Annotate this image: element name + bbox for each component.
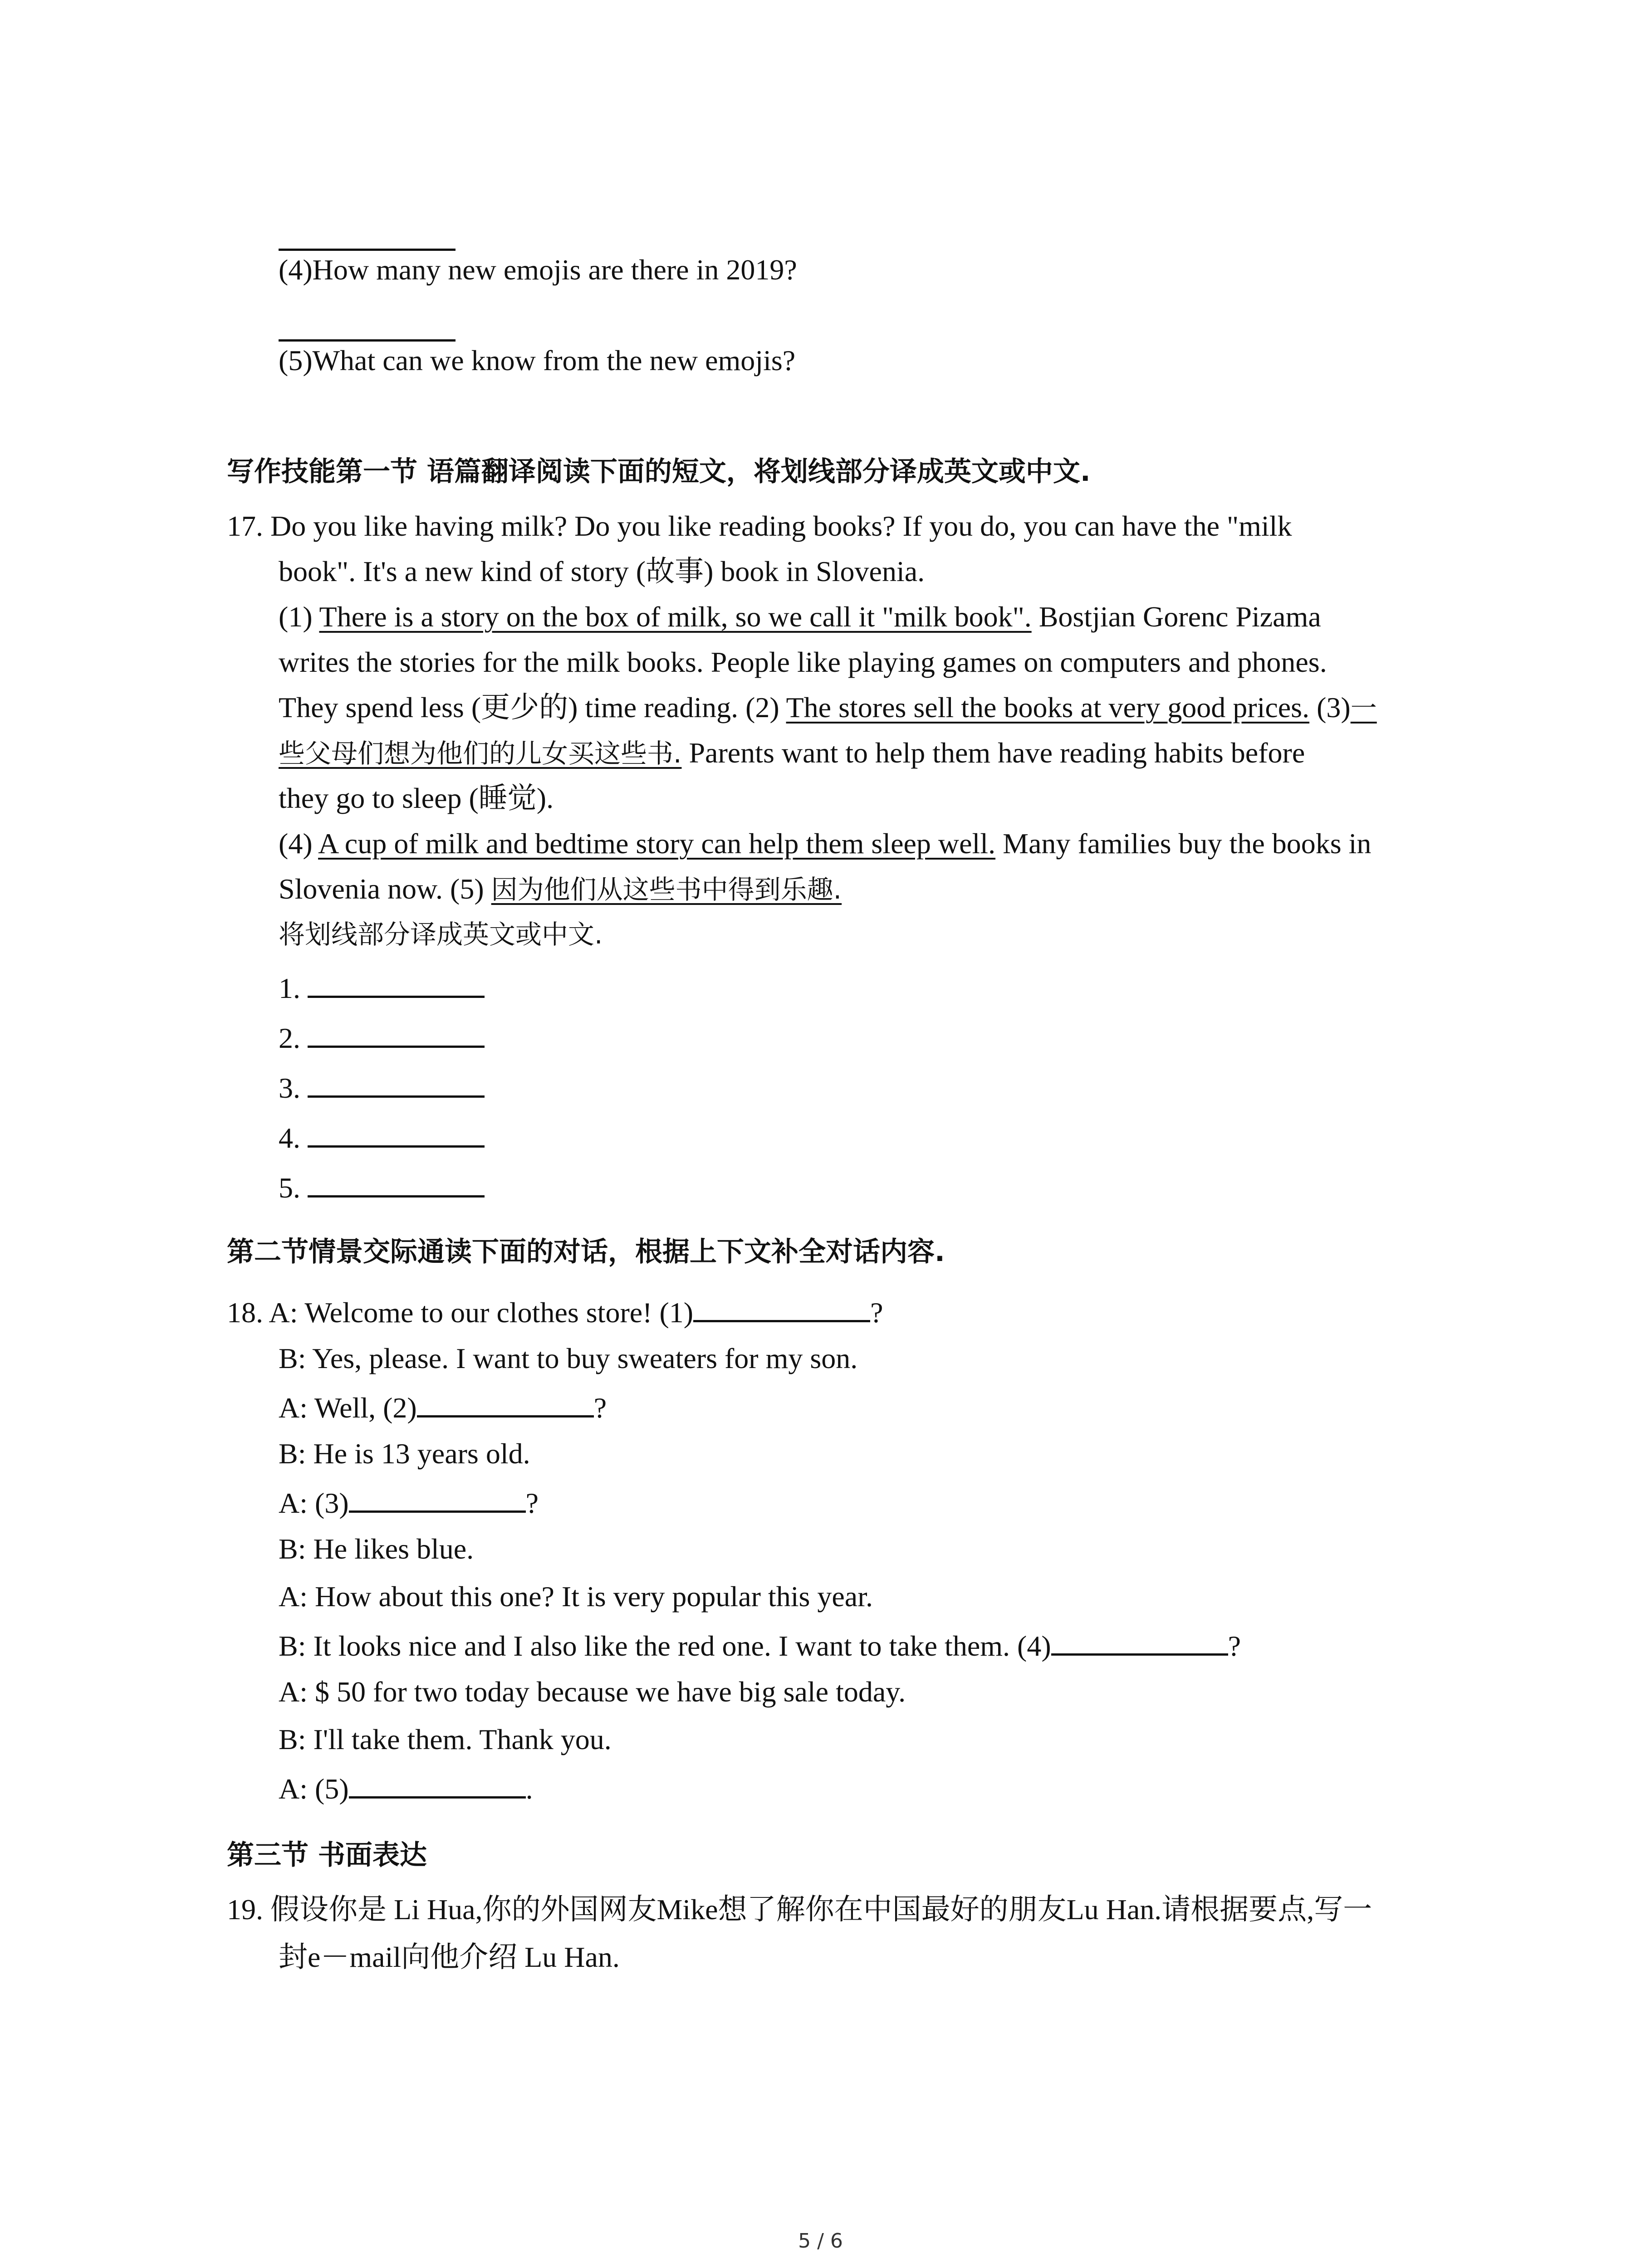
q17-line-8 (279, 826, 1371, 862)
section-2-heading: 第二节情景交际通读下面的对话，根据上下文补全对话内容. (227, 1236, 945, 1268)
dialogue-line-1 (227, 1293, 883, 1331)
q17-line-3-pre: (1) (279, 601, 319, 633)
dialogue-line-11 (279, 1769, 533, 1807)
question-4: (4)How many new emojis are there in 2019? (279, 254, 797, 286)
q17-instruction: 将划线部分译成英文或中文. (279, 919, 603, 950)
dialogue-line-11-end: . (525, 1773, 533, 1805)
answer-number-5: 5. (279, 1172, 300, 1204)
answer-number-1: 1. (279, 972, 300, 1004)
q17-line-5 (279, 689, 1377, 726)
dialogue-line-10: B: I'll take them. Thank you. (279, 1723, 612, 1755)
q17-line-9 (279, 871, 842, 908)
section-3-heading: 第三节 书面表达 (227, 1839, 427, 1871)
underlined-sentence-4: A cup of milk and bedtime story can help them sleep well. (318, 827, 996, 860)
dialogue-line-8-text: B: It looks nice and I also like the red one. I want to take them. (4) (279, 1630, 1051, 1662)
q17-line-3-post: Bostjian Gorenc Pizama (1031, 601, 1321, 633)
question-5: (5)What can we know from the new emojis? (279, 344, 796, 376)
underlined-sentence-3: 些父母们想为他们的儿女买这些书. (279, 738, 682, 769)
answer-blank-q3[interactable] (279, 249, 456, 251)
underlined-sentence-1: There is a story on the box of milk, so we call it "milk book". (319, 601, 1032, 633)
q17-line-1: 17. Do you like having milk? Do you like reading books? If you do, you can have the "milk (227, 510, 1292, 542)
q17-line-8-pre: (4) (279, 827, 318, 860)
dialogue-line-3-text: A: Well, (2) (279, 1392, 417, 1424)
dialogue-line-5 (279, 1483, 539, 1521)
answer-line-2 (279, 1018, 485, 1056)
underlined-sentence-3-start: 一 (1350, 693, 1377, 723)
dialogue-line-4: B: He is 13 years old. (279, 1437, 530, 1470)
dialogue-line-5-text: A: (3) (279, 1487, 349, 1519)
dialogue-line-5-end: ? (525, 1487, 539, 1519)
dialogue-line-8-end: ? (1228, 1630, 1241, 1662)
section-1-heading: 写作技能第一节 语篇翻译阅读下面的短文，将划线部分译成英文或中文. (227, 456, 1091, 488)
answer-blank-5[interactable] (308, 1168, 485, 1198)
dialogue-blank-4[interactable] (1051, 1626, 1228, 1656)
dialogue-line-11-text: A: (5) (279, 1773, 349, 1805)
dialogue-blank-3[interactable] (349, 1483, 526, 1513)
q17-line-8-post: Many families buy the books in (995, 827, 1372, 860)
q17-line-5-mid: (3) (1309, 691, 1351, 723)
dialogue-blank-2[interactable] (417, 1388, 594, 1418)
q19-line-2: 封e－mail向他介绍 Lu Han. (279, 1941, 620, 1973)
answer-blank-1[interactable] (308, 968, 485, 998)
underlined-sentence-5: 因为他们从这些书中得到乐趣. (491, 874, 842, 905)
answer-line-3 (279, 1068, 485, 1106)
q17-line-2: book". It's a new kind of story (故事) book in Slovenia. (279, 555, 925, 587)
q17-line-7: they go to sleep (睡觉). (279, 782, 554, 814)
dialogue-line-3 (279, 1388, 607, 1426)
dialogue-line-3-end: ? (593, 1392, 607, 1424)
q19-line-1: 19. 假设你是 Li Hua,你的外国网友Mike想了解你在中国最好的朋友Lu Han.请根据要点,写一 (227, 1893, 1372, 1926)
answer-blank-3[interactable] (308, 1068, 485, 1098)
answer-number-3: 3. (279, 1072, 300, 1104)
answer-line-5 (279, 1168, 485, 1206)
dialogue-line-6: B: He likes blue. (279, 1533, 474, 1565)
dialogue-blank-5[interactable] (349, 1769, 526, 1799)
answer-blank-q4[interactable] (279, 339, 456, 342)
dialogue-line-1-end: ? (870, 1296, 883, 1329)
q17-line-5-pre: They spend less (更少的) time reading. (2) (279, 691, 786, 723)
q17-line-9-pre: Slovenia now. (5) (279, 873, 491, 905)
q17-line-6-post: Parents want to help them have reading habits before (681, 737, 1305, 769)
dialogue-line-1-text: 18. A: Welcome to our clothes store! (1) (227, 1296, 694, 1329)
dialogue-line-8 (279, 1626, 1241, 1664)
page-number: 5 / 6 (798, 2229, 843, 2253)
answer-number-4: 4. (279, 1122, 300, 1154)
answer-line-4 (279, 1118, 485, 1156)
answer-blank-4[interactable] (308, 1118, 485, 1148)
q17-line-3 (279, 599, 1321, 635)
answer-line-1 (279, 968, 485, 1007)
answer-blank-2[interactable] (308, 1018, 485, 1048)
dialogue-blank-1[interactable] (693, 1293, 870, 1322)
answer-number-2: 2. (279, 1022, 300, 1054)
dialogue-line-9: A: $ 50 for two today because we have big sale today. (279, 1676, 906, 1708)
dialogue-line-2: B: Yes, please. I want to buy sweaters for my son. (279, 1342, 858, 1374)
underlined-sentence-2: The stores sell the books at very good prices. (786, 691, 1310, 723)
q17-line-4: writes the stories for the milk books. People like playing games on computers and phones. (279, 646, 1327, 678)
q17-line-6 (279, 735, 1305, 772)
dialogue-line-7: A: How about this one? It is very popular this year. (279, 1580, 873, 1613)
